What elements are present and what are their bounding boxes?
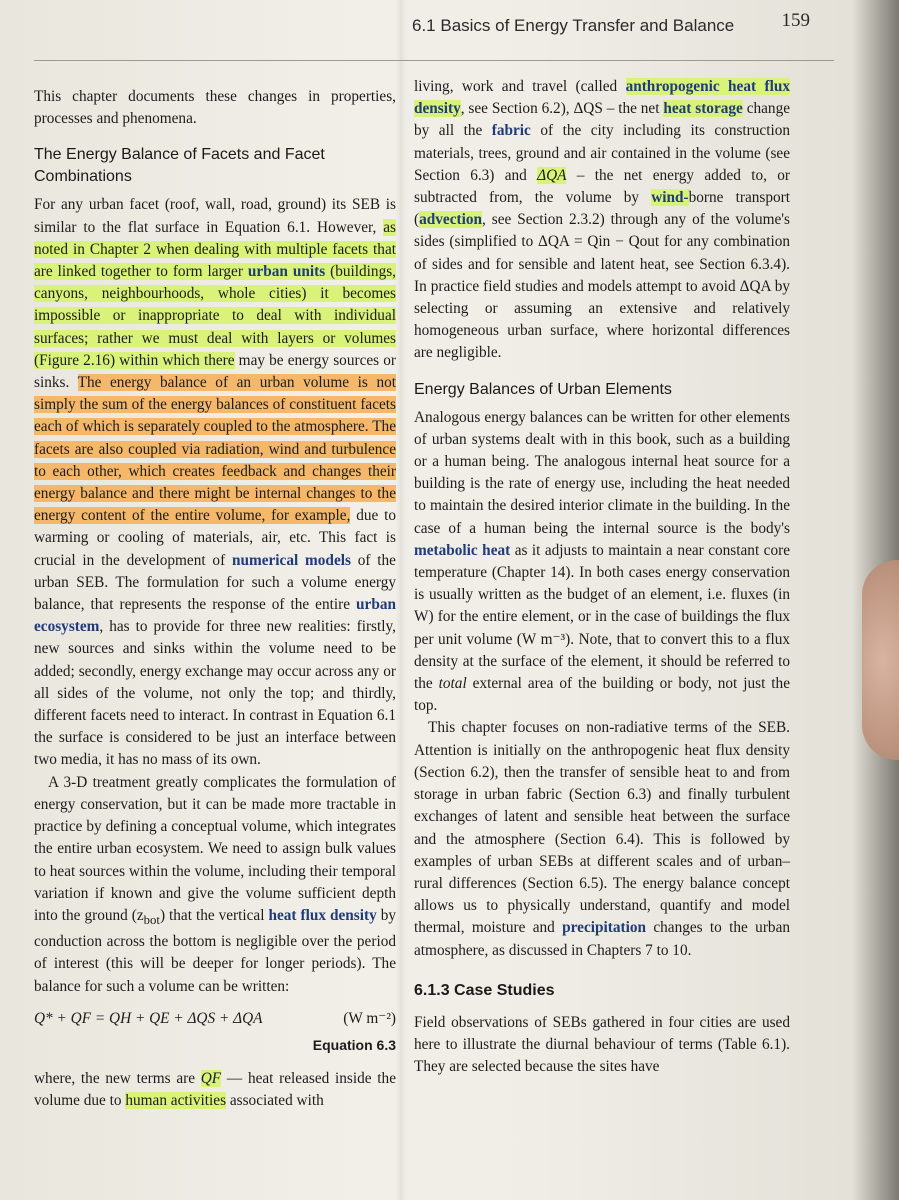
paragraph-facets <box>34 194 396 771</box>
text: Analogous energy balances can be written for other elements of urban systems dealt with in this book, such as a building or a human being. The analogous internal heat source for a building is the rate of energy use, including the heat needed to maintain the desired interior climate in the building. In the case of a human being the internal source is the body's <box>414 408 790 537</box>
term-urban-ecosystem: urban ecosystem <box>34 596 396 636</box>
term-heat-flux-density: heat flux density <box>268 906 377 924</box>
page-number: 159 <box>781 10 810 31</box>
heading-case-studies: 6.1.3 Case Studies <box>414 981 555 999</box>
highlight-green <box>34 219 396 369</box>
term-numerical-models: numerical models <box>231 551 351 569</box>
text: by conduction across the bottom is negligible over the period of interest (this will be deeper for longer periods). The balance for such a volume can be written: <box>34 906 396 995</box>
text: borne transport ( <box>414 189 790 229</box>
term-wind: wind- <box>651 189 689 207</box>
term-anthropogenic-heat: anthropogenic heat flux density <box>414 78 790 118</box>
text: A 3-D treatment greatly complicates the formulation of energy conservation, but it can be made more tractable in practice by defining a conceptual volume, which integrates the entire urban ecosystem. We need to assign bulk values to heat sources within the volume, including their temporal variation if known and give the volume sufficient depth into the ground (z <box>34 773 396 924</box>
text: as noted in Chapter 2 when dealing with multiple facets that are linked together to form larger <box>34 218 396 281</box>
text: , has to provide for three new realities: firstly, new sources and sinks within the volume need to be added; secondly, energy exchange may occur across any or all sides of the volume, not only the top; and thirdly, different facets need to interact. In contrast in Equation 6.1 the surface is considered to be just an interface between two media, it has no mass of its own. <box>34 618 396 769</box>
highlight-qf: QF <box>200 1070 222 1088</box>
header-rule <box>34 60 834 61</box>
paragraph-focus <box>414 717 790 961</box>
equation-unit: (W m⁻²) <box>343 1009 396 1027</box>
thumb <box>862 560 899 760</box>
paragraph-3d <box>34 772 396 998</box>
heading-facets: The Energy Balance of Facets and Facet Combinations <box>34 146 325 186</box>
text: , see Section 6.2), ΔQS – the net <box>460 100 664 118</box>
text: of the city including its construction materials, trees, ground and air contained in the volume (see Section 6.3) and <box>414 122 790 184</box>
text: associated with <box>226 1092 324 1110</box>
highlight-dqa: ΔQA <box>537 166 567 184</box>
term-metabolic-heat: metabolic heat <box>414 541 511 559</box>
left-column <box>34 86 396 1113</box>
text: – the net energy added to, or subtracted from, the volume by <box>414 166 790 207</box>
term-fabric: fabric <box>491 122 531 140</box>
right-column <box>414 76 790 1079</box>
term-heat-storage: heat storage <box>663 100 743 118</box>
text: For any urban facet (roof, wall, road, ground) its SEB is similar to the flat surface in Equation 6.1. However, <box>34 196 396 236</box>
page-gutter <box>396 0 406 1200</box>
paragraph-case-studies: Field observations of SEBs gathered in four cities are used here to illustrate the diurnal behaviour of terms (Table 6.1). They are selected because the sites have <box>414 1013 790 1076</box>
heading-urban-elements: Energy Balances of Urban Elements <box>414 380 672 398</box>
paragraph-where <box>34 1068 396 1112</box>
highlight-orange: The energy balance of an urban volume is not simply the sum of the energy balances of constituent facets each of which is separately coupled to the atmosphere. The facets are also coupled via radiation, wind and turbulence to each other, which creates feedback and changes their energy balance and there might be internal changes to the energy content of the entire volume, for example, <box>34 374 396 525</box>
equation-label: Equation 6.3 <box>312 1036 396 1053</box>
term-advection: advection <box>419 211 482 229</box>
term-precipitation: precipitation <box>562 919 647 937</box>
text: (buildings, canyons, neighbourhoods, whole cities) it becomes impossible or inappropriate to deal with individual surfaces; rather we must deal with layers or volumes (Figure 2.16) within which there <box>34 263 396 369</box>
running-header <box>412 10 832 40</box>
subscript: bot <box>143 912 160 927</box>
highlight-human-activities: human activities <box>125 1092 227 1110</box>
equation <box>34 1008 396 1030</box>
paragraph-elements <box>414 407 790 718</box>
equation-body: Q* + QF = QH + QE + ΔQS + ΔQA <box>34 1009 263 1027</box>
text: ) that the vertical <box>159 906 269 924</box>
text: may be energy sources or sinks. <box>34 351 396 392</box>
text: external area of the building or body, not just the top. <box>414 675 790 715</box>
text: changes to the urban atmosphere, as discussed in Chapters 7 to 10. <box>414 919 791 959</box>
intro-paragraph: This chapter documents these changes in properties, processes and phenomena. <box>34 88 396 128</box>
section-title: 6.1 Basics of Energy Transfer and Balance <box>412 16 735 35</box>
text: This chapter focuses on non-radiative terms of the SEB. Attention is initially on the anthropogenic heat flux density (Section 6.2), then the transfer of sensible heat to and from storage in urban fabric (Section 6.3) and finally turbulent exchanges of latent and sensible heat between the surface and the atmosphere (Section 6.4). This is followed by examples of urban SEBs at different scales and of urban–rural differences (Section 6.5). The energy balance concept allows us to physically understand, quantify and model thermal, moisture and <box>414 719 790 937</box>
text: change by all the <box>414 100 791 140</box>
text: of the urban SEB. The formulation for such a volume energy balance, that represents the response of the entire <box>34 551 396 614</box>
text: due to warming or cooling of materials, air, etc. This fact is crucial in the development of <box>34 507 396 569</box>
text: — heat released inside the volume due to <box>34 1070 396 1110</box>
text: living, work and travel (called <box>414 78 626 95</box>
text: where, the new terms are <box>34 1070 201 1088</box>
term-urban-units: urban units <box>247 263 326 281</box>
text-italic: total <box>438 675 467 693</box>
text: as it adjusts to maintain a near constant core temperature (Chapter 14). In both cases energy conservation is usually written as the budget of an element, i.e. fluxes (in W) for the entire element, or in the case of buildings the flux per unit volume (W m⁻³). Note, that to convert this to a flux density at the surface of the element, it should be referred to the <box>414 541 790 693</box>
paragraph-terms <box>414 76 790 365</box>
text: , see Section 2.3.2) through any of the volume's sides (simplified to ΔQA = Qin − Qout for any combination of sides and for sensible and latent heat, see Section 6.3.4). In practice field studies and models attempt to avoid ΔQA by selecting or assuming an extensive and relatively homogeneous urban surface, where horizontal differences are negligible. <box>414 211 790 362</box>
